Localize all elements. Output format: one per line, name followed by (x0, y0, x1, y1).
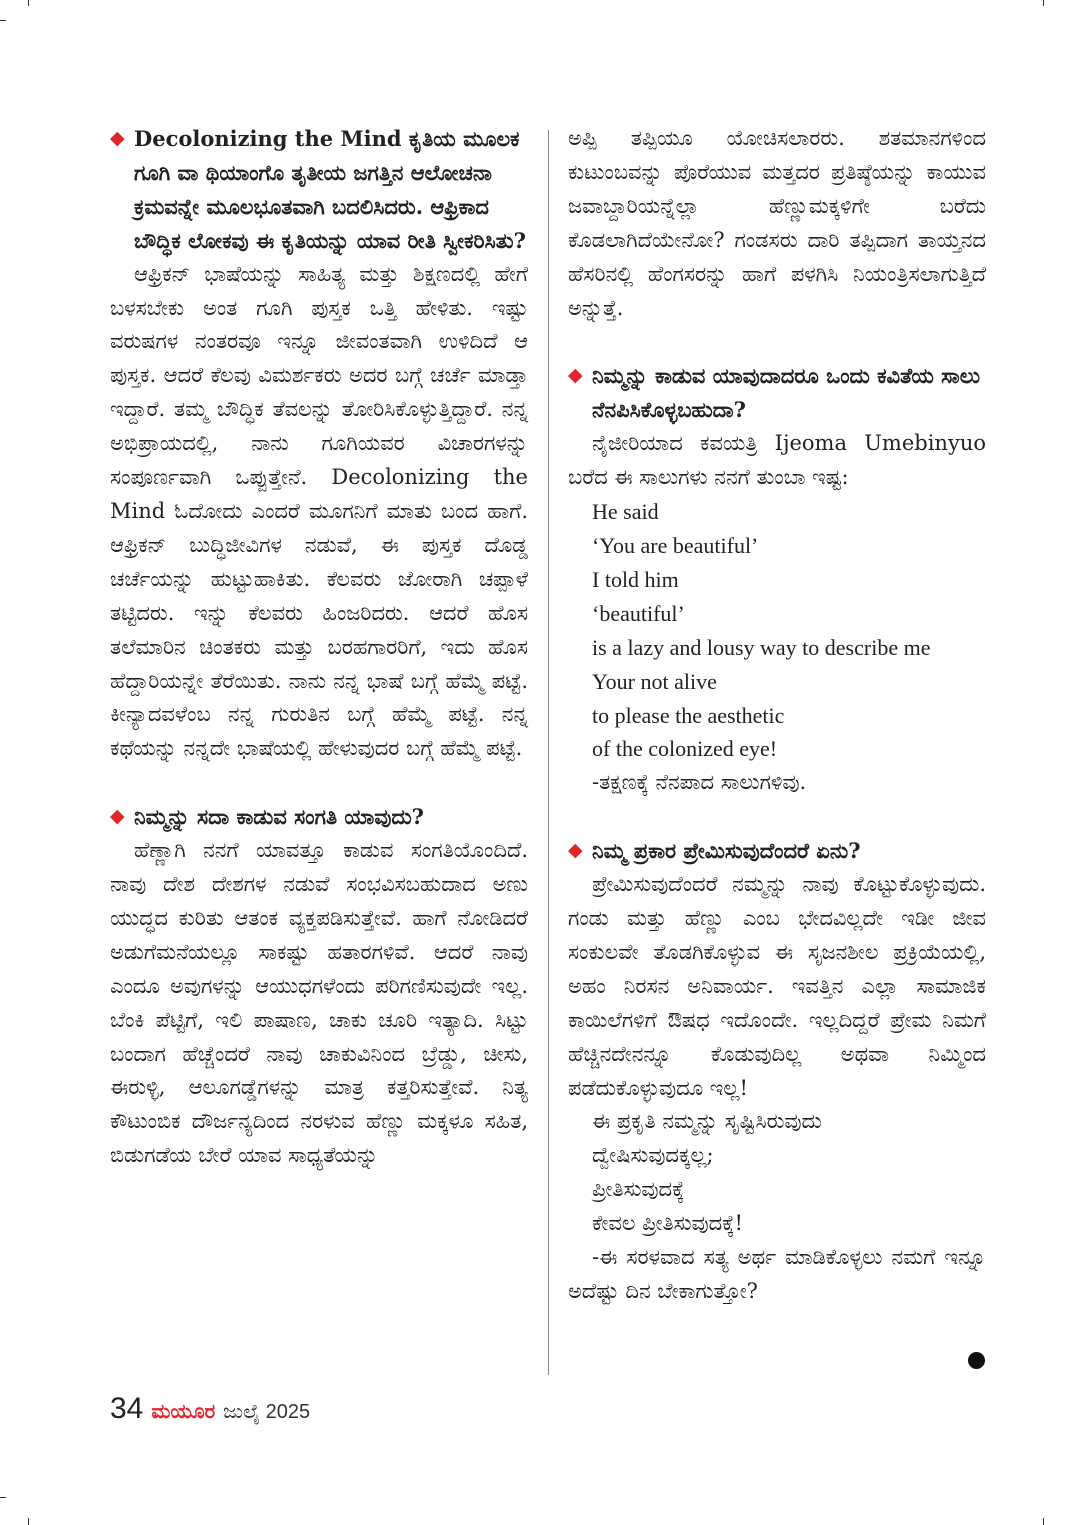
poem-line: ‘beautiful’ (592, 600, 685, 626)
crop-mark (28, 0, 29, 6)
poem-line: ಈ ಪ್ರಕೃತಿ ನಮ್ಮನ್ನು ಸೃಷ್ಟಿಸಿರುವುದು (592, 1109, 822, 1134)
poem-line: ಕೇವಲ ಪ್ರೀತಿಸುವುದಕ್ಕೆ! (592, 1211, 743, 1236)
section-gap (568, 325, 986, 359)
crop-mark (0, 1497, 6, 1498)
poem-line: to please the aesthetic (592, 702, 785, 728)
answer-paragraph: -ಈ ಸರಳವಾದ ಸತ್ಯ ಅರ್ಥ ಮಾಡಿಕೊಳ್ಳಲು ನಮಗೆ ಇನ್ನೂ ಅದೆಷ್ಟು ದಿನ ಬೇಕಾಗುತ್ತೋ? (568, 1245, 986, 1303)
answer-paragraph: ಆಫ್ರಿಕನ್ ಭಾಷೆಯನ್ನು ಸಾಹಿತ್ಯ ಮತ್ತು ಶಿಕ್ಷಣದಲ್ಲಿ ಹೇಗೆ ಬಳಸಬೇಕು ಅಂತ ಗೂಗಿ ಪುಸ್ತಕ ಒತ್ತಿ ಹೇಳಿತು. ಇಷ್ಟು ವರುಷಗಳ ನಂತರವೂ ಇನ್ನೂ ಜೀವಂತವಾಗಿ ಉಳಿದಿದೆ ಆ ಪುಸ್ತಕ. ಆದರೆ ಕೆಲವು ವಿಮರ್ಶಕರು ಅದರ ಬಗ್ಗೆ ಚರ್ಚೆ ಮಾಡ್ತಾ ಇದ್ದಾರೆ. ತಮ್ಮ ಬೌದ್ಧಿಕ ತೆವಲನ್ನು ತೋರಿಸಿಕೊಳ್ಳುತ್ತಿದ್ದಾರೆ. ನನ್ನ ಅಭಿಪ್ರಾಯದಲ್ಲಿ, ನಾನು ಗೂಗಿಯವರ ವಿಚಾರಗಳನ್ನು ಸಂಪೂರ್ಣವಾಗಿ ಒಪ್ಪುತ್ತೇನೆ. Decolonizing the Mind ಓದೋದು ಎಂದರೆ ಮೂಗನಿಗೆ ಮಾತು ಬಂದ ಹಾಗೆ. ಆಫ್ರಿಕನ್ ಬುದ್ಧಿಜೀವಿಗಳ ನಡುವೆ, ಈ ಪುಸ್ತಕ ದೊಡ್ಡ ಚರ್ಚೆಯನ್ನು ಹುಟ್ಟುಹಾಕಿತು. ಕೆಲವರು ಜೋರಾಗಿ ಚಪ್ಪಾಳೆ ತಟ್ಟಿದರು. ಇನ್ನು ಕೆಲವರು ಹಿಂಜರಿದರು. ಆದರೆ ಹೊಸ ತಲೆಮಾರಿನ ಚಿಂತಕರು ಮತ್ತು ಬರಹಗಾರರಿಗೆ, ಇದು ಹೊಸ ಹೆದ್ದಾರಿಯನ್ನೇ ತೆರೆಯಿತು. ನಾನು ನನ್ನ ಭಾಷೆ ಬಗ್ಗೆ ಹೆಮ್ಮೆ ಪಟ್ಟೆ. ಕೀನ್ಯಾದವಳೆಂಬ ನನ್ನ ಗುರುತಿನ ಬಗ್ಗೆ ಹೆಮ್ಮೆ ಪಟ್ಟೆ. ನನ್ನ ಕಥೆಯನ್ನು ನನ್ನದೇ ಭಾಷೆಯಲ್ಲಿ ಹೇಳುವುದರ ಬಗ್ಗೆ ಹೆಮ್ಮೆ ಪಟ್ಟೆ. (110, 261, 528, 761)
question-text: Decolonizing the Mind ಕೃತಿಯ ಮೂಲಕ ಗೂಗಿ ವಾ ಥಿಯಾಂಗೊ ತೃತೀಯ ಜಗತ್ತಿನ ಆಲೋಚನಾ ಕ್ರಮವನ್ನೇ ಮೂಲಭೂತವಾಗಿ ಬದಲಿಸಿದರು. ಆಫ್ರಿಕಾದ ಬೌದ್ಧಿಕ ಲೋಕವು ಈ ಕೃತಿಯನ್ನು ಯಾವ ರೀತಿ ಸ್ವೀಕರಿಸಿತು? (134, 126, 526, 253)
poem-line: He said (592, 499, 659, 525)
issue-month-year: ಜುಲೈ 2025 (223, 1401, 311, 1423)
page-footer (110, 1392, 310, 1426)
question-text: ನಿಮ್ಮನ್ನು ಕಾಡುವ ಯಾವುದಾದರೂ ಒಂದು ಕವಿತೆಯ ಸಾಲು ನೆನಪಿಸಿಕೊಳ್ಳಬಹುದಾ? (592, 363, 981, 423)
red-diamond-icon: ◆ (110, 127, 125, 149)
crop-mark (1043, 1518, 1044, 1525)
poem-line: Your not alive (592, 668, 717, 694)
right-column (568, 122, 986, 1309)
end-of-article-dot-icon (968, 1352, 985, 1369)
question-text: ನಿಮ್ಮನ್ನು ಸದಾ ಕಾಡುವ ಸಂಗತಿ ಯಾವುದು? (134, 804, 424, 830)
question-text: ನಿಮ್ಮ ಪ್ರಕಾರ ಪ್ರೇಮಿಸುವುದೆಂದರೆ ಏನು? (592, 838, 861, 864)
poem-line: of the colonized eye! (592, 736, 778, 762)
red-diamond-icon: ◆ (568, 839, 583, 862)
answer-paragraph: ಪ್ರೇಮಿಸುವುದೆಂದರೆ ನಮ್ಮನ್ನು ನಾವು ಕೊಟ್ಟುಕೊಳ್ಳುವುದು. ಗಂಡು ಮತ್ತು ಹೆಣ್ಣು ಎಂಬ ಭೇದವಿಲ್ಲದೇ ಇಡೀ ಜೀವ ಸಂಕುಲವೇ ತೊಡಗಿಕೊಳ್ಳುವ ಈ ಸೃಜನಶೀಲ ಪ್ರಕ್ರಿಯೆಯಲ್ಲಿ, ಅಹಂ ನಿರಸನ ಅನಿವಾರ್ಯ. ಇವತ್ತಿನ ಎಲ್ಲಾ ಸಾಮಾಜಿಕ ಕಾಯಿಲೆಗಳಿಗೆ ಔಷಧ ಇದೊಂದೇ. ಇಲ್ಲದಿದ್ದರೆ ಪ್ರೇಮ ನಿಮಗೆ ಹೆಚ್ಚಿನದೇನನ್ನೂ ಕೊಡುವುದಿಲ್ಲ ಅಥವಾ ನಿಮ್ಮಿಂದ ಪಡೆದುಕೊಳ್ಳುವುದೂ ಇಲ್ಲ! (568, 872, 986, 1100)
interview-question (110, 122, 528, 258)
interview-question (568, 359, 986, 427)
poem-line: is a lazy and lousy way to describe me (592, 634, 931, 660)
crop-mark (0, 20, 6, 21)
red-diamond-icon: ◆ (568, 364, 583, 387)
interview-question (110, 800, 528, 834)
poem-line: ‘You are beautiful’ (592, 532, 759, 558)
crop-mark (28, 1518, 29, 1525)
answer-paragraph: ನೈಜೀರಿಯಾದ ಕವಯತ್ರಿ Ijeoma Umebinyuo ಬರೆದ ಈ ಸಾಲುಗಳು ನನಗೆ ತುಂಬಾ ಇಷ್ಟ: (568, 431, 986, 490)
left-column (110, 122, 528, 1173)
poem-line: I told him (592, 566, 679, 592)
column-divider (548, 130, 549, 1375)
poem-line: ದ್ವೇಷಿಸುವುದಕ್ಕಲ್ಲ; (592, 1143, 714, 1168)
poem-line: -ತಕ್ಷಣಕ್ಕೆ ನೆನಪಾದ ಸಾಲುಗಳಿವು. (592, 770, 807, 795)
interview-question (568, 834, 986, 868)
section-gap (568, 800, 986, 834)
red-diamond-icon: ◆ (110, 805, 125, 828)
poem-line: ಪ್ರೀತಿಸುವುದಕ್ಕೆ (592, 1177, 685, 1202)
page-number: 34 (110, 1392, 144, 1425)
magazine-name: ಮಯೂರ (151, 1401, 216, 1423)
section-gap (110, 766, 528, 800)
answer-paragraph: ಅಪ್ಪಿ ತಪ್ಪಿಯೂ ಯೋಚಿಸಲಾರರು. ಶತಮಾನಗಳಿಂದ ಕುಟುಂಬವನ್ನು ಪೊರೆಯುವ ಮತ್ತದರ ಪ್ರತಿಷ್ಠೆಯನ್ನು ಕಾಯುವ ಜವಾಬ್ದಾರಿಯನ್ನೆಲ್ಲಾ ಹೆಣ್ಣುಮಕ್ಕಳಿಗೇ ಬರೆದು ಕೊಡಲಾಗಿದೆಯೇನೋ? ಗಂಡಸರು ದಾರಿ ತಪ್ಪಿದಾಗ ತಾಯ್ತನದ ಹೆಸರಿನಲ್ಲಿ ಹೆಂಗಸರನ್ನು ಹಾಗೆ ಪಳಗಿಸಿ ನಿಯಂತ್ರಿಸಲಾಗುತ್ತಿದೆ ಅನ್ನುತ್ತೆ. (568, 126, 986, 320)
answer-paragraph: ಹೆಣ್ಣಾಗಿ ನನಗೆ ಯಾವತ್ತೂ ಕಾಡುವ ಸಂಗತಿಯೊಂದಿದೆ. ನಾವು ದೇಶ ದೇಶಗಳ ನಡುವೆ ಸಂಭವಿಸಬಹುದಾದ ಅಣು ಯುದ್ಧದ ಕುರಿತು ಆತಂಕ ವ್ಯಕ್ತಪಡಿಸುತ್ತೇವೆ. ಹಾಗೆ ನೋಡಿದರೆ ಅಡುಗೆಮನೆಯಲ್ಲೂ ಸಾಕಷ್ಟು ಹತಾರಗಳಿವೆ. ಆದರೆ ನಾವು ಎಂದೂ ಅವುಗಳನ್ನು ಆಯುಧಗಳೆಂದು ಪರಿಗಣಿಸುವುದೇ ಇಲ್ಲ. ಬೆಂಕಿ ಪೆಟ್ಟಿಗೆ, ಇಲಿ ಪಾಷಾಣ, ಚಾಕು ಚೂರಿ ಇತ್ಯಾದಿ. ಸಿಟ್ಟು ಬಂದಾಗ ಹೆಚ್ಚೆಂದರೆ ನಾವು ಚಾಕುವಿನಿಂದ ಬ್ರೆಡ್ಡು, ಚೀಸು, ಈರುಳ್ಳಿ, ಆಲೂಗಡ್ಡೆಗಳನ್ನು ಮಾತ್ರ ಕತ್ತರಿಸುತ್ತೇವೆ. ನಿತ್ಯ ಕೌಟುಂಬಿಕ ದೌರ್ಜನ್ಯದಿಂದ ನರಳುವ ಹೆಣ್ಣು ಮಕ್ಕಳೂ ಸಹಿತ, ಬಿಡುಗಡೆಯ ಬೇರೆ ಯಾವ ಸಾಧ್ಯತೆಯನ್ನು (110, 838, 528, 1168)
crop-mark (1043, 0, 1044, 6)
